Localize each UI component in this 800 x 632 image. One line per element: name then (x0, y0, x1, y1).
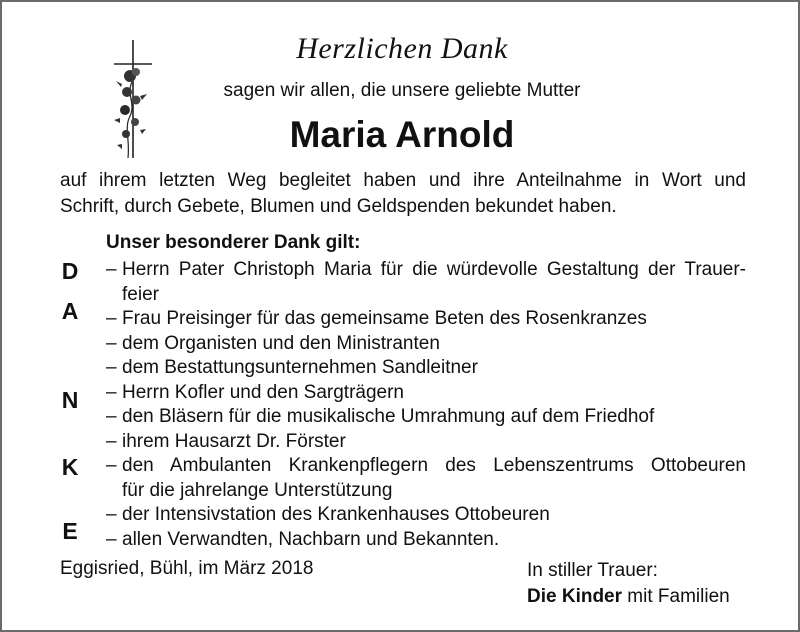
signed-by (527, 584, 730, 610)
list-dash: – (106, 455, 117, 476)
signature-block (527, 558, 730, 610)
signed-bold: Die Kinder (527, 586, 623, 607)
list-item (106, 381, 746, 406)
list-item (106, 307, 746, 332)
danke-letter-a: A (61, 298, 79, 324)
list-item (106, 405, 746, 430)
thanks-paragraph (60, 168, 746, 220)
list-item (106, 430, 746, 455)
thanks-list (106, 258, 746, 552)
list-item (106, 528, 746, 553)
list-dash: – (106, 430, 117, 452)
list-item (106, 454, 746, 479)
list-dash: – (106, 381, 117, 403)
heading-title: Herzlichen Dank (296, 32, 508, 65)
list-dash: – (106, 308, 117, 329)
list-item-text: der Intensivstation des Krankenhauses Ottobeuren (122, 504, 550, 525)
danke-letter-k: K (61, 454, 79, 480)
list-dash: – (106, 259, 117, 280)
paragraph-line: Schrift, durch Gebete, Blumen und Geldspenden bekundet haben. (60, 196, 617, 217)
list-item (106, 258, 746, 283)
thanks-heading: Unser besonderer Dank gilt: (106, 232, 361, 253)
list-item-continuation: feier (122, 283, 159, 305)
deceased-name: Maria Arnold (289, 114, 515, 155)
list-item (106, 332, 746, 357)
danke-letter-n: N (61, 387, 79, 413)
list-item-text: allen Verwandten, Nachbarn und Bekannten. (122, 528, 500, 550)
list-item-text: dem Bestattungsunternehmen Sandleitner (122, 357, 478, 378)
signed-rest: mit Familien (622, 586, 730, 607)
list-dash: – (106, 406, 117, 427)
paragraph-line: auf ihrem letzten Weg begleitet haben und ihre Anteilnahme in Wort und (60, 170, 746, 191)
list-item-text: den Ambulanten Krankenpflegern des Lebenszentrums Ottobeuren (122, 455, 746, 476)
place-date: Eggisried, Bühl, im März 2018 (60, 558, 314, 579)
danke-letter-e: E (62, 518, 78, 544)
list-item-text: Herrn Pater Christoph Maria für die würdevolle Gestaltung der Trauer- (122, 259, 746, 280)
list-item-text: dem Organisten und den Ministranten (122, 332, 440, 354)
list-item (106, 356, 746, 381)
list-dash: – (106, 504, 117, 525)
list-item-text: den Bläsern für die musikalische Umrahmung auf dem Friedhof (122, 406, 655, 427)
list-item-continuation: für die jahrelange Unterstützung (122, 479, 393, 501)
list-dash: – (106, 528, 117, 550)
list-item-text: Frau Preisinger für das gemeinsame Beten des Rosenkranzes (122, 308, 647, 329)
list-item-text: ihrem Hausarzt Dr. Förster (122, 430, 346, 452)
mourning-line: In stiller Trauer: (527, 560, 658, 581)
list-dash: – (106, 357, 117, 378)
intro-text: sagen wir allen, die unsere geliebte Mutter (223, 80, 581, 101)
danke-letter-d: D (61, 258, 79, 284)
list-dash: – (106, 332, 117, 354)
list-item (106, 503, 746, 528)
list-item-text: Herrn Kofler und den Sargträgern (122, 381, 404, 403)
